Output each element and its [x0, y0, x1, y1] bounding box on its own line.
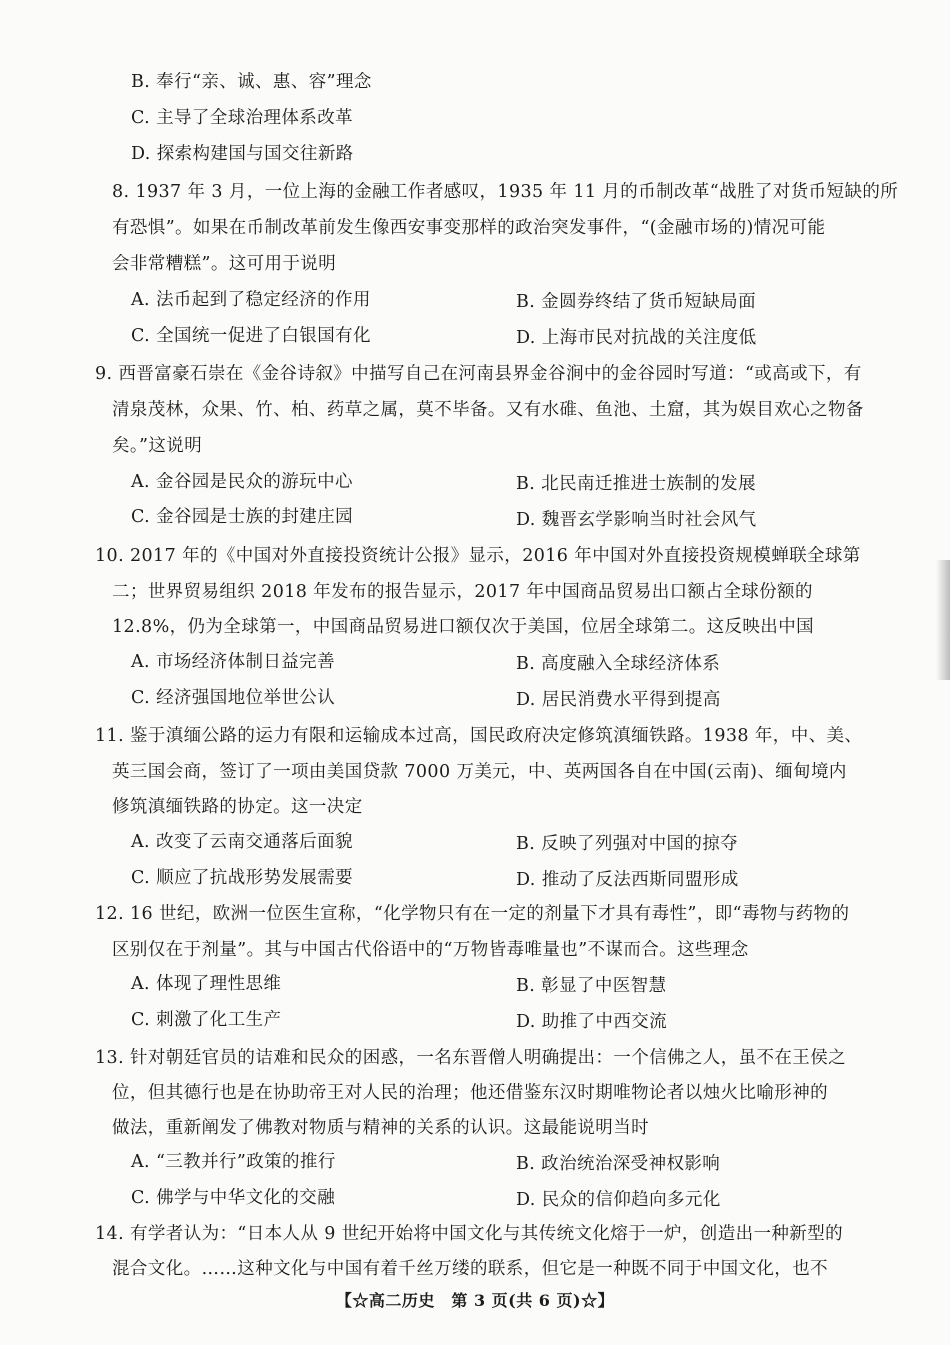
- q11-option-c: C. 顺应了抗战形势发展需要: [131, 868, 353, 888]
- q12-option-c: C. 刺激了化工生产: [131, 1010, 282, 1030]
- q13-option-a: A. “三教并行”政策的推行: [131, 1152, 336, 1172]
- q8-stem-line-3: 会非常糟糕”。这可用于说明: [112, 254, 337, 274]
- q7-option-d: D. 探索构建国与国交往新路: [131, 144, 354, 164]
- q13-stem-line-3: 做法，重新阐发了佛教对物质与精神的关系的认识。这最能说明当时: [112, 1118, 649, 1138]
- q9-option-a: A. 金谷园是民众的游玩中心: [131, 472, 353, 492]
- q13-stem-line-1: 13. 针对朝廷官员的诘难和民众的困惑，一名东晋僧人明确提出：一个信佛之人，虽不在王侯之: [95, 1048, 846, 1068]
- q11-stem-line-1: 11. 鉴于滇缅公路的运力有限和运输成本过高，国民政府决定修筑滇缅铁路。1938 年，中、美、: [95, 726, 863, 746]
- q8-option-a: A. 法币起到了稳定经济的作用: [131, 290, 371, 310]
- q9-option-c: C. 金谷园是士族的封建庄园: [131, 507, 353, 527]
- q10-option-b: B. 高度融入全球经济体系: [516, 654, 721, 674]
- q7-option-c: C. 主导了全球治理体系改革: [131, 108, 353, 128]
- q14-stem-line-1: 14. 有学者认为：“日本人从 9 世纪开始将中国文化与其传统文化熔于一炉，创造出一种新型的: [95, 1224, 843, 1244]
- q8-option-b: B. 金圆券终结了货币短缺局面: [516, 292, 756, 312]
- q11-stem-line-2: 英三国会商，签订了一项由美国贷款 7000 万美元，中、英两国各自在中国(云南)、缅甸境内: [112, 762, 847, 782]
- q12-option-d: D. 助推了中西交流: [516, 1012, 668, 1032]
- q11-option-d: D. 推动了反法西斯同盟形成: [516, 870, 739, 890]
- q10-option-a: A. 市场经济体制日益完善: [131, 652, 335, 672]
- q10-stem-line-2: 二；世界贸易组织 2018 年发布的报告显示，2017 年中国商品贸易出口额占全球份额的: [112, 582, 813, 602]
- q9-option-b: B. 北民南迁推进士族制的发展: [516, 474, 756, 494]
- q9-stem-line-2: 清泉茂林，众果、竹、柏、药草之属，莫不毕备。又有水碓、鱼池、土窟，其为娱目欢心之物备: [112, 400, 864, 420]
- q13-stem-line-2: 位，但其德行也是在协助帝王对人民的治理；他还借鉴东汉时期唯物论者以烛火比喻形神的: [112, 1083, 828, 1103]
- q10-option-c: C. 经济强国地位举世公认: [131, 688, 336, 708]
- q9-option-d: D. 魏晋玄学影响当时社会风气: [516, 510, 757, 530]
- q12-option-a: A. 体现了理性思维: [131, 974, 282, 994]
- q7-option-b: B. 奉行“亲、诚、惠、容”理念: [131, 72, 372, 92]
- q9-stem-line-3: 矣。”这说明: [112, 436, 203, 456]
- q12-stem-line-1: 12. 16 世纪，欧洲一位医生宣称，“化学物只有在一定的剂量下才具有毒性”，即“毒物与药物的: [95, 904, 850, 924]
- q11-stem-line-3: 修筑滇缅铁路的协定。这一决定: [112, 797, 363, 817]
- q11-option-b: B. 反映了列强对中国的掠夺: [516, 834, 739, 854]
- q12-stem-line-2: 区别仅在于剂量”。其与中国古代俗语中的“万物皆毒唯量也”不谋而合。这些理念: [112, 940, 749, 960]
- q10-stem-line-1: 10. 2017 年的《中国对外直接投资统计公报》显示，2016 年中国对外直接投资规模蝉联全球第: [95, 546, 861, 566]
- q12-option-b: B. 彰显了中医智慧: [516, 976, 667, 996]
- q13-option-d: D. 民众的信仰趋向多元化: [516, 1190, 721, 1210]
- q8-option-d: D. 上海市民对抗战的关注度低: [516, 328, 757, 348]
- q14-stem-line-2: 混合文化。……这种文化与中国有着千丝万缕的联系，但它是一种既不同于中国文化，也不: [112, 1259, 828, 1279]
- q13-option-c: C. 佛学与中华文化的交融: [131, 1188, 336, 1208]
- q8-stem-line-1: 8. 1937 年 3 月，一位上海的金融工作者感叹，1935 年 11 月的币制改革“战胜了对货币短缺的所: [112, 182, 899, 202]
- q9-stem-line-1: 9. 西晋富豪石崇在《金谷诗叙》中描写自己在河南县界金谷涧中的金谷园时写道：“或高或下，有: [95, 364, 862, 384]
- q10-option-d: D. 居民消费水平得到提高: [516, 690, 721, 710]
- q10-stem-line-3: 12.8%，仍为全球第一，中国商品贸易进口额仅次于美国，位居全球第二。这反映出中国: [112, 617, 814, 637]
- q13-option-b: B. 政治统治深受神权影响: [516, 1154, 721, 1174]
- scan-shadow: [936, 560, 950, 680]
- q11-option-a: A. 改变了云南交通落后面貌: [131, 832, 353, 852]
- page-footer: 【☆高二历史 第 3 页(共 6 页)☆】: [335, 1291, 615, 1310]
- q8-option-c: C. 全国统一促进了白银国有化: [131, 326, 371, 346]
- q8-stem-line-2: 有恐惧”。如果在币制改革前发生像西安事变那样的政治突发事件，“(金融市场的)情况可能: [112, 218, 826, 238]
